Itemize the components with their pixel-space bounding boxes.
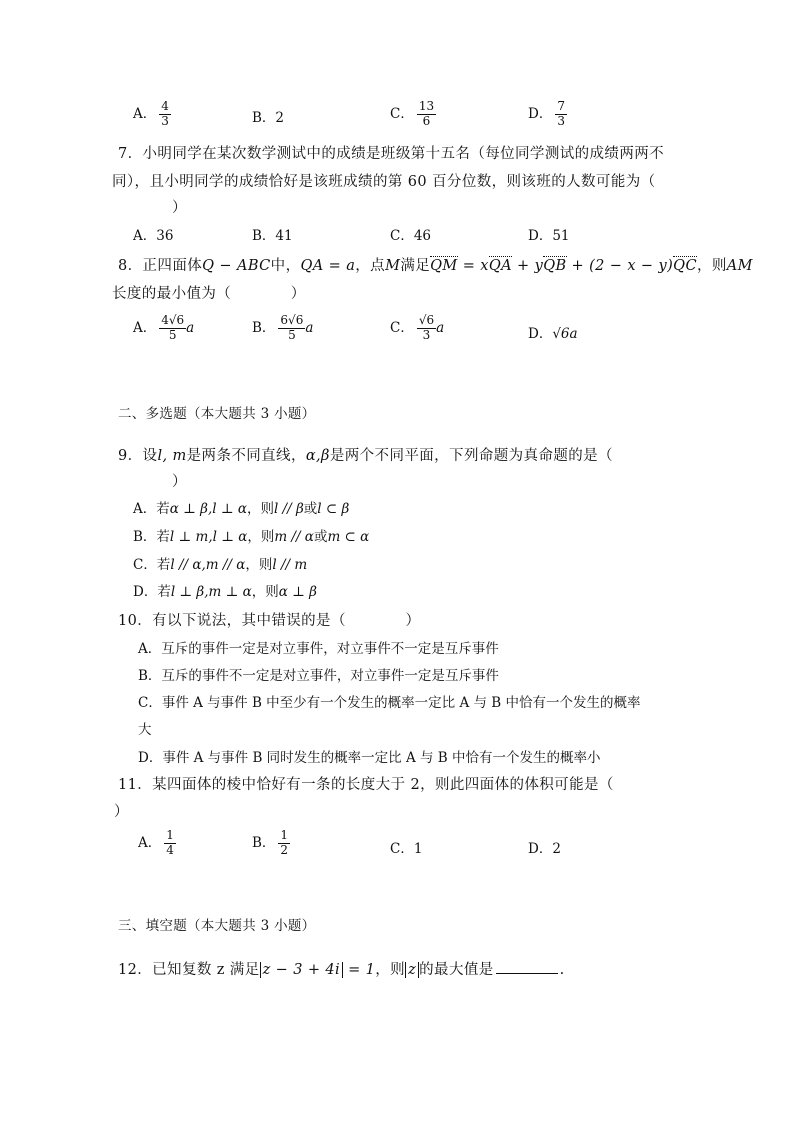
q6-option-c: C． $\frac{13}{6}$ (390, 99, 435, 128)
q12-line: 12．已知复数 z 满足 z − 3 + 4i = 1，则 z 的最大值是 . (118, 962, 565, 978)
q10-line1: 10．有以下说法，其中错误的是（ ） (118, 613, 421, 629)
q7-line1: 7．小明同学在某次数学测试中的成绩是班级第十五名（每位同学测试的成绩两两不 (118, 146, 665, 162)
q7-option-b: B．41 (252, 228, 293, 244)
q6-option-a: A． $\frac{4}{3}$ (133, 99, 169, 128)
q8-option-a: A． $\frac{4√6}{5}$ a (133, 313, 195, 342)
q6-option-b: B．2 (252, 110, 285, 126)
q9-line2: ） (172, 474, 187, 490)
q11-option-b: B． $\frac{1}{2}$ (252, 828, 289, 857)
q10-option-d: D．事件 A 与事件 B 同时发生的概率一定比 A 与 B 中恰有一个发生的概率小 (138, 750, 601, 766)
q9-option-a: A．若α ⊥ β,l ⊥ α，则l // β或l ⊂ β (133, 501, 350, 517)
q7-option-d: D．51 (528, 228, 570, 244)
q10-option-c-cont: 大 (138, 722, 152, 738)
q11-option-d: D．2 (528, 841, 561, 857)
q12-answer-blank (496, 961, 558, 974)
q10-option-a: A．互斥的事件一定是对立事件，对立事件不一定是互斥事件 (138, 641, 499, 657)
q7-option-c: C．46 (390, 228, 432, 244)
q7-line3: ） (172, 200, 187, 216)
q11-line1: 11．某四面体的棱中恰好有一条的长度大于 2，则此四面体的体积可能是（ (118, 777, 614, 793)
q7-line2: 同），且小明同学的成绩恰好是该班成绩的第 60 百分位数，则该班的人数可能为（ (112, 174, 656, 190)
section-multi-choice-heading: 二、多选题（本大题共 3 小题） (118, 406, 316, 422)
q11-option-c: C．1 (390, 841, 423, 857)
q7-option-a: A．36 (133, 228, 174, 244)
q8-line2: 长度的最小值为（ ） (112, 286, 306, 302)
q10-option-c: C．事件 A 与事件 B 中至少有一个发生的概率一定比 A 与 B 中恰有一个发生的概率 (138, 695, 641, 711)
q10-option-b: B．互斥的事件不一定是对立事件，对立事件一定是互斥事件 (138, 668, 499, 684)
q8-option-d: D．√6a (528, 326, 578, 342)
section-fill-blank-heading: 三、填空题（本大题共 3 小题） (118, 918, 316, 934)
q9-option-b: B．若l ⊥ m,l ⊥ α，则m // α或m ⊂ α (133, 529, 370, 545)
q8-option-c: C． $\frac{√6}{3}$ a (390, 313, 445, 342)
q8-line1: 8．正四面体Q − ABC中，QA = a，点M满足QM = xQA + yQB + (2 − x − y)QC，则AM (118, 258, 753, 274)
q9-option-d: D．若l ⊥ β,m ⊥ α，则α ⊥ β (133, 584, 317, 600)
q9-line1: 9．设l, m是两条不同直线，α,β是两个不同平面，下列命题为真命题的是（ (118, 448, 613, 464)
q6-option-d: D． $\frac{7}{3}$ (528, 99, 565, 128)
q11-line2: ） (114, 804, 129, 820)
q11-option-a: A． $\frac{1}{4}$ (138, 828, 174, 857)
q8-option-b: B． $\frac{6√6}{5}$ a (252, 313, 314, 342)
q9-option-c: C．若l // α,m // α，则l // m (133, 557, 308, 573)
